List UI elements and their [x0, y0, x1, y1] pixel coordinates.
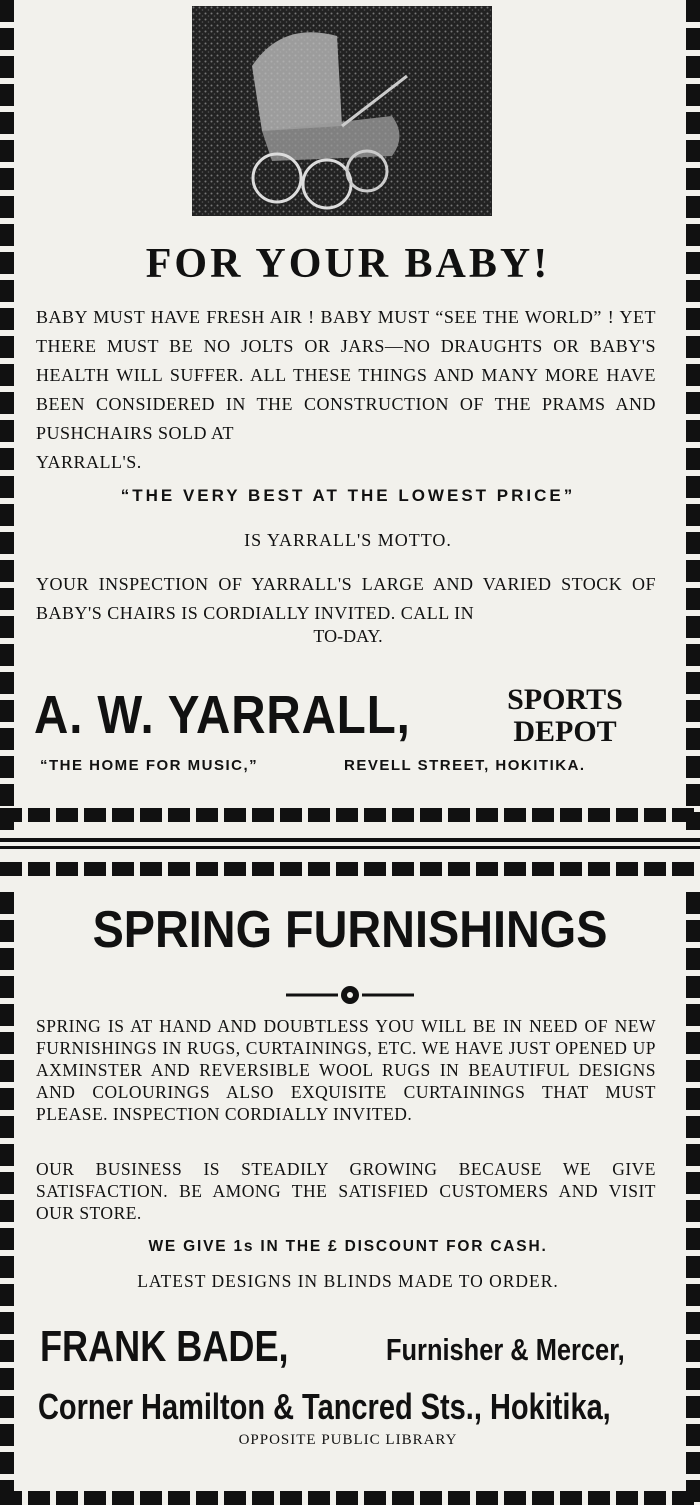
trade-line: Furnisher & Mercer, — [386, 1332, 625, 1367]
pram-photo — [192, 6, 492, 216]
address: REVELL STREET, HOKITIKA. — [344, 757, 586, 774]
paragraph-end-2: TO-DAY. — [313, 626, 383, 646]
ad-divider — [0, 838, 700, 856]
ornament-icon — [286, 983, 414, 1007]
dashed-border-top — [0, 862, 700, 876]
dashed-border-left — [0, 0, 14, 830]
blinds-line: LATEST DESIGNS IN BLINDS MADE TO ORDER. — [137, 1271, 559, 1291]
motto-quote: “THE VERY BEST AT THE LOWEST PRICE” — [120, 486, 576, 505]
advertiser-name: A. W. YARRALL, — [34, 685, 411, 745]
discount-line: WE GIVE 1s IN THE £ DISCOUNT FOR CASH. — [148, 1238, 548, 1255]
headline: FOR YOUR BABY! — [145, 241, 551, 287]
dashed-border-bottom — [0, 1491, 700, 1505]
body-paragraph-spring: SPRING IS AT HAND AND DOUBTLESS YOU WILL BE IN NEED OF NEW FURNISHINGS IN RUGS, CURTAININGS, ETC. WE HAVE JUST OPENED UP AXMINSTER AND REVERSIBLE WOOL RUGS IN BEAUTIFUL DESIGNS AND COLOURINGS ALSO EXQUISITE CURTAININGS THAT MUST PLEASE. INSPECTION CORDIALLY INVITED. — [36, 1016, 656, 1124]
paragraph-end: YARRALL'S. — [36, 452, 142, 472]
sports-depot: SPORTS DEPOT — [507, 683, 623, 748]
motto-line: IS YARRALL'S MOTTO. — [244, 530, 452, 550]
headline-spring: SPRING FURNISHINGS — [92, 901, 608, 959]
dashed-border-left — [0, 892, 14, 1505]
advertiser-bade — [40, 1322, 625, 1372]
address: Corner Hamilton & Tancred Sts., Hokitika, — [38, 1386, 611, 1427]
body-paragraph-business: OUR BUSINESS IS STEADILY GROWING BECAUSE WE GIVE SATISFACTION. BE AMONG THE SATISFIED CUSTOMERS AND VISIT OUR STORE. — [36, 1159, 656, 1223]
dashed-border-right — [686, 892, 700, 1505]
body-paragraph-2: YOUR INSPECTION OF YARRALL'S LARGE AND VARIED STOCK OF BABY'S CHAIRS IS CORDIALLY INVITED. CALL IN — [36, 574, 656, 623]
dashed-border-bottom — [0, 808, 700, 822]
landmark: OPPOSITE PUBLIC LIBRARY — [238, 1432, 458, 1448]
tagline: “THE HOME FOR MUSIC,” — [40, 757, 259, 774]
advertiser-name: FRANK BADE, — [40, 1322, 289, 1371]
dashed-border-right — [686, 0, 700, 830]
body-paragraph: BABY MUST HAVE FRESH AIR ! BABY MUST “SEE THE WORLD” ! YET THERE MUST BE NO JOLTS OR JARS—NO DRAUGHTS OR BABY'S HEALTH WILL SUFFER. ALL THESE THINGS AND MANY MORE HAVE BEEN CONSIDERED IN THE CONSTRUCTION OF THE PRAMS AND PUSHCHAIRS SOLD AT YARRALL'S. — [36, 303, 656, 477]
